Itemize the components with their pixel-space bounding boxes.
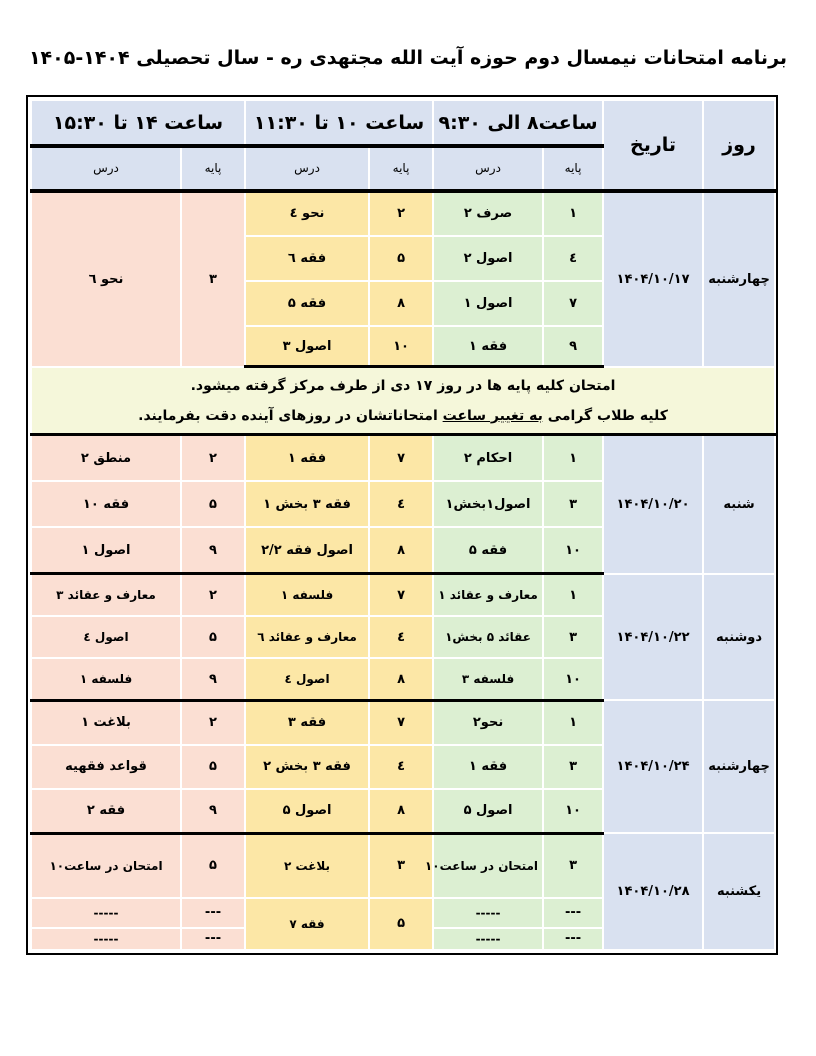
paye-cell: ۷ [369,574,433,616]
day-header: روز [703,100,775,191]
paye-cell: ٤ [369,616,433,658]
dars-cell: نحو۲ [433,700,543,744]
dars-cell: امتحان در ساعت۱۰ [433,833,543,897]
paye-cell: --- [181,898,245,928]
paye-cell: ۵ [369,898,433,950]
paye-cell: ۵ [181,481,245,527]
paye-cell: ۱۰ [543,658,603,700]
dars-header: درس [433,146,543,190]
table-row [31,833,775,897]
paye-cell: ۹ [543,326,603,366]
paye-cell: ۲ [181,435,245,481]
date-cell: ۱۴۰۴/۱۰/۲۰ [603,435,703,574]
paye-cell: ۱ [543,435,603,481]
notice-cell [31,367,775,435]
exam-schedule [26,95,778,955]
paye-cell: ۸ [369,658,433,700]
paye-cell: ۳ [543,481,603,527]
paye-cell: ۹ [181,658,245,700]
paye-header: پایه [369,146,433,190]
dars-cell: اصول ۱ [31,527,181,573]
paye-cell: ۵ [181,833,245,897]
dars-cell: اصول فقه ۲/۲ [245,527,369,573]
paye-cell: ۳ [543,745,603,789]
dars-cell: ----- [433,928,543,950]
dars-cell: اصول ۲ [433,236,543,281]
table-row [31,435,775,481]
table-row [31,574,775,616]
paye-cell: ۹ [181,527,245,573]
table-row [31,700,775,744]
paye-cell: ۱۰ [543,789,603,833]
dars-cell: ----- [433,898,543,928]
paye-cell: ۳ [369,833,433,897]
date-header: تاریخ [603,100,703,191]
dars-cell: فقه ۵ [433,527,543,573]
paye-header: پایه [543,146,603,190]
dars-cell: فلسفه ۱ [31,658,181,700]
notice-line-1: امتحان کلیه پایه ها در روز ۱۷ دی از طرف مرکز گرفته میشود. [190,377,616,394]
paye-cell: ۵ [181,745,245,789]
slot2-header: ساعت ۱۰ تا ۱۱:۳۰ [245,100,433,146]
dars-cell: ----- [31,898,181,928]
notice-text: امتحاناتشان در روزهای آینده دقت بفرمایند. [138,407,443,424]
paye-cell: ۸ [369,789,433,833]
slot1-header: ساعت۸ الی ۹:۳۰ [433,100,603,146]
dars-cell: اصول ۵ [433,789,543,833]
dars-cell: نحو ٦ [31,191,181,367]
paye-cell: ۸ [369,527,433,573]
paye-cell: ٤ [369,481,433,527]
notice-underline: به تغییر ساعت [442,407,543,424]
paye-cell: ۲ [181,574,245,616]
page-title: برنامه امتحانات نیمسال دوم حوزه آیت الله مجتهدی ره - سال تحصیلی ۱۴۰۴-۱۴۰۵ [28,47,788,69]
paye-cell: ٤ [369,745,433,789]
date-cell: ۱۴۰۴/۱۰/۲۸ [603,833,703,950]
paye-cell: ۳ [543,616,603,658]
dars-cell: فقه ۱۰ [31,481,181,527]
day-cell: یکشنبه [703,833,775,950]
notice-row [31,367,775,435]
dars-header: درس [245,146,369,190]
paye-cell: --- [543,928,603,950]
date-cell: ۱۴۰۴/۱۰/۲۲ [603,574,703,701]
dars-cell: معارف و عقائد ٦ [245,616,369,658]
table-row [31,191,775,236]
day-cell: چهارشنبه [703,700,775,833]
paye-cell: ٤ [543,236,603,281]
dars-cell: فقه ۳ بخش ۱ [245,481,369,527]
paye-cell: ۹ [181,789,245,833]
paye-cell: ۲ [369,191,433,236]
paye-cell: ۷ [543,281,603,326]
paye-cell: ۱۰ [543,527,603,573]
dars-cell: معارف و عقائد ۱ [433,574,543,616]
dars-cell: عقائد ۵ بخش۱ [433,616,543,658]
dars-cell: فلسفه ۱ [245,574,369,616]
dars-cell: بلاغت ۱ [31,700,181,744]
paye-cell: --- [181,928,245,950]
paye-header: پایه [181,146,245,190]
dars-cell: معارف و عقائد ۳ [31,574,181,616]
paye-cell: ۸ [369,281,433,326]
dars-cell: اصول۱بخش۱ [433,481,543,527]
slot3-header: ساعت ۱۴ تا ۱۵:۳۰ [31,100,245,146]
paye-cell: ۷ [369,435,433,481]
dars-cell: ----- [31,928,181,950]
paye-cell: ۱ [543,191,603,236]
dars-cell: قواعد فقهیه [31,745,181,789]
dars-cell: فقه ۳ بخش ۲ [245,745,369,789]
dars-cell: فقه ٦ [245,236,369,281]
dars-cell: اصول ۵ [245,789,369,833]
dars-cell: فلسفه ۳ [433,658,543,700]
dars-cell: فقه ۱ [245,435,369,481]
dars-cell: فقه ۵ [245,281,369,326]
dars-cell: اصول ٤ [245,658,369,700]
paye-cell: ۷ [369,700,433,744]
dars-cell: فقه ۱ [433,326,543,366]
paye-cell: --- [543,898,603,928]
day-cell: شنبه [703,435,775,574]
dars-cell: فقه ۲ [31,789,181,833]
dars-cell: اصول ۱ [433,281,543,326]
day-cell: چهارشنبه [703,191,775,367]
header-row [31,100,775,146]
dars-cell: اصول ٤ [31,616,181,658]
dars-header: درس [31,146,181,190]
dars-cell: فقه ۱ [433,745,543,789]
paye-cell: ۱ [543,574,603,616]
day-cell: دوشنبه [703,574,775,701]
dars-cell: منطق ۲ [31,435,181,481]
notice-text: کلیه طلاب گرامی [542,407,668,424]
paye-cell: ۵ [369,236,433,281]
notice-line-2 [36,401,770,431]
paye-cell: ۱ [543,700,603,744]
dars-cell: بلاغت ۲ [245,833,369,897]
paye-cell: ۳ [543,833,603,897]
dars-cell: امتحان در ساعت۱۰ [31,833,181,897]
paye-cell: ۱۰ [369,326,433,366]
dars-cell: احکام ۲ [433,435,543,481]
paye-cell: ۲ [181,700,245,744]
dars-cell: صرف ۲ [433,191,543,236]
dars-cell: فقه ۳ [245,700,369,744]
dars-cell: فقه ۷ [245,898,369,950]
date-cell: ۱۴۰۴/۱۰/۱۷ [603,191,703,367]
paye-cell: ۵ [181,616,245,658]
paye-cell: ۳ [181,191,245,367]
dars-cell: اصول ۳ [245,326,369,366]
schedule-table [30,99,776,951]
date-cell: ۱۴۰۴/۱۰/۲۴ [603,700,703,833]
dars-cell: نحو ٤ [245,191,369,236]
